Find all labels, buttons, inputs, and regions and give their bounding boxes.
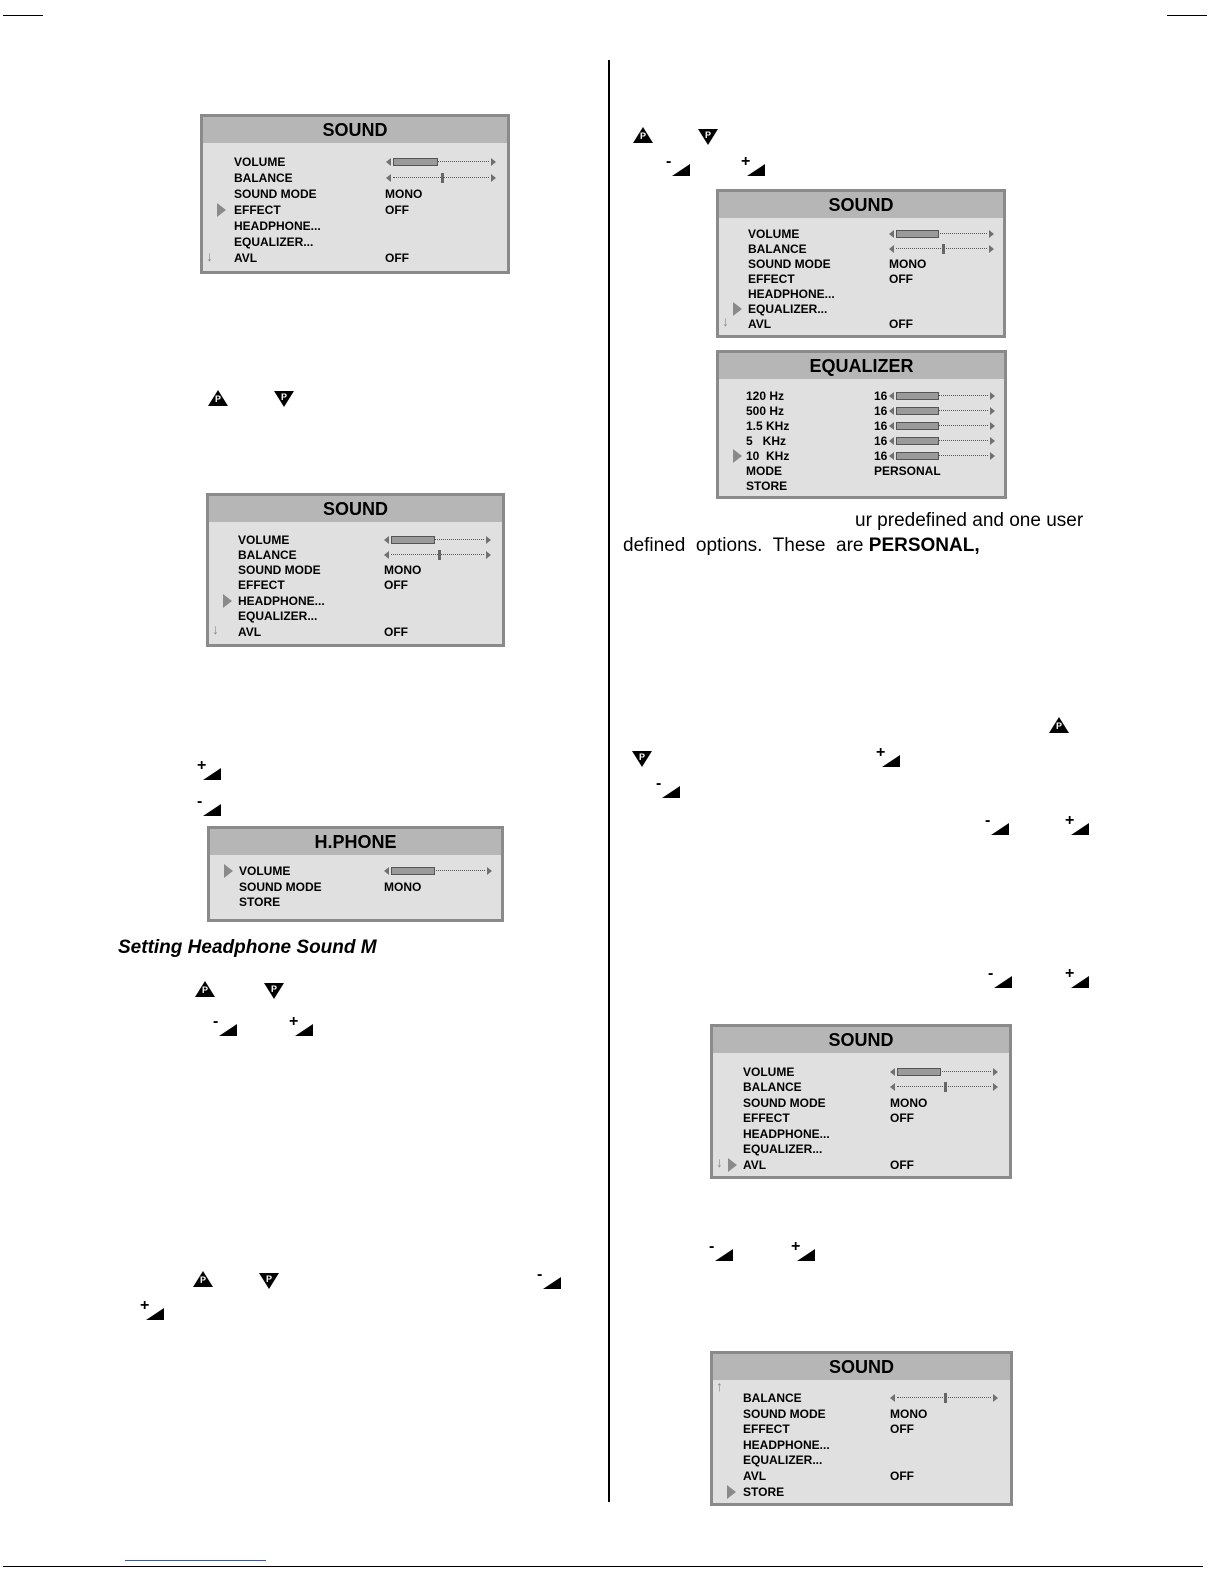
menu-item-equalizer[interactable]: EQUALIZER... xyxy=(748,302,828,316)
menu-item-effect[interactable]: EFFECT xyxy=(743,1111,790,1125)
menu-item-effect[interactable]: EFFECT xyxy=(748,272,795,286)
personal-label: PERSONAL, xyxy=(868,535,980,556)
volume-minus-icon: - xyxy=(709,1243,733,1261)
scroll-up-arrow: ↑ xyxy=(716,1378,723,1394)
top-left-rule xyxy=(3,15,43,16)
avl-value: OFF xyxy=(384,625,408,639)
eq-mode-value: PERSONAL xyxy=(874,464,941,478)
eq-band-value: 16 xyxy=(874,404,888,418)
menu-item-sound-mode[interactable]: SOUND MODE xyxy=(234,187,317,201)
volume-minus-icon: - xyxy=(537,1271,561,1289)
program-down-icon: P xyxy=(274,391,294,407)
menu-item-store[interactable]: STORE xyxy=(743,1485,785,1499)
program-up-icon: P xyxy=(193,1271,213,1287)
eq-slider[interactable] xyxy=(889,406,995,416)
avl-value: OFF xyxy=(890,1158,914,1172)
eq-mode[interactable]: MODE xyxy=(746,464,782,478)
balance-slider[interactable] xyxy=(890,1082,998,1092)
menu-title: SOUND xyxy=(209,496,502,522)
avl-value: OFF xyxy=(385,251,409,265)
menu-item-avl[interactable]: AVL xyxy=(234,251,258,265)
eq-band-5khz[interactable]: 5 KHz xyxy=(746,434,787,448)
scroll-down-arrow: ↓ xyxy=(206,248,213,264)
menu-item-equalizer[interactable]: EQUALIZER... xyxy=(234,235,314,249)
volume-plus-icon: + xyxy=(289,1018,313,1036)
sound-mode-value: MONO xyxy=(890,1407,928,1421)
sound-mode-value: MONO xyxy=(385,187,423,201)
volume-slider[interactable] xyxy=(384,535,491,545)
equalizer-text-line2: defined options. These are PERSONAL, xyxy=(623,535,980,556)
eq-slider[interactable] xyxy=(889,421,995,431)
menu-item-headphone[interactable]: HEADPHONE... xyxy=(743,1438,830,1452)
sound-mode-value: MONO xyxy=(384,880,422,894)
menu-item-sound-mode[interactable]: SOUND MODE xyxy=(748,257,831,271)
equalizer-text-line1: ur predefined and one user xyxy=(855,510,1084,531)
scroll-down-arrow: ↓ xyxy=(722,313,729,329)
menu-item-balance[interactable]: BALANCE xyxy=(743,1080,802,1094)
menu-item-effect[interactable]: EFFECT xyxy=(743,1422,790,1436)
menu-item-balance[interactable]: BALANCE xyxy=(748,242,807,256)
sound-mode-value: MONO xyxy=(889,257,927,271)
menu-item-store[interactable]: STORE xyxy=(239,895,281,909)
top-right-rule xyxy=(1167,15,1207,16)
program-up-icon: P xyxy=(633,127,653,143)
footer-link-underline xyxy=(125,1560,266,1561)
balance-slider[interactable] xyxy=(384,550,491,560)
menu-item-avl[interactable]: AVL xyxy=(748,317,772,331)
equalizer-menu xyxy=(716,350,1007,499)
menu-title: SOUND xyxy=(203,117,507,143)
menu-title: EQUALIZER xyxy=(719,353,1004,379)
volume-plus-icon: + xyxy=(197,762,221,780)
menu-item-balance[interactable]: BALANCE xyxy=(238,548,297,562)
effect-value: OFF xyxy=(384,578,408,592)
volume-plus-icon: + xyxy=(876,749,900,767)
menu-item-equalizer[interactable]: EQUALIZER... xyxy=(238,609,318,623)
volume-slider[interactable] xyxy=(889,229,994,239)
volume-plus-icon: + xyxy=(791,1243,815,1261)
volume-plus-icon: + xyxy=(140,1302,164,1320)
volume-minus-icon: - xyxy=(213,1018,237,1036)
program-up-icon: P xyxy=(1049,717,1069,733)
menu-item-headphone[interactable]: HEADPHONE... xyxy=(238,594,325,608)
volume-slider[interactable] xyxy=(890,1067,998,1077)
program-down-icon: P xyxy=(698,129,718,145)
volume-minus-icon: - xyxy=(988,970,1012,988)
menu-item-equalizer[interactable]: EQUALIZER... xyxy=(743,1142,823,1156)
sound-mode-value: MONO xyxy=(890,1096,928,1110)
eq-band-10khz[interactable]: 10 KHz xyxy=(746,449,790,463)
menu-item-equalizer[interactable]: EQUALIZER... xyxy=(743,1453,823,1467)
eq-band-value: 16 xyxy=(874,389,888,403)
eq-band-120hz[interactable]: 120 Hz xyxy=(746,389,785,403)
effect-value: OFF xyxy=(889,272,913,286)
balance-slider[interactable] xyxy=(889,244,994,254)
eq-band-value: 16 xyxy=(874,434,888,448)
menu-title: SOUND xyxy=(713,1354,1010,1380)
sound-menu-store xyxy=(710,1351,1013,1506)
menu-item-balance[interactable]: BALANCE xyxy=(743,1391,802,1405)
menu-item-balance[interactable]: BALANCE xyxy=(234,171,293,185)
menu-item-sound-mode[interactable]: SOUND MODE xyxy=(743,1096,826,1110)
program-up-icon: P xyxy=(195,981,215,997)
menu-item-headphone[interactable]: HEADPHONE... xyxy=(743,1127,830,1141)
effect-value: OFF xyxy=(385,203,409,217)
menu-item-sound-mode[interactable]: SOUND MODE xyxy=(743,1407,826,1421)
bottom-rule xyxy=(3,1566,1203,1567)
menu-item-volume[interactable]: VOLUME xyxy=(743,1065,795,1079)
menu-item-sound-mode[interactable]: SOUND MODE xyxy=(238,563,321,577)
volume-plus-icon: + xyxy=(741,158,765,176)
menu-item-headphone[interactable]: HEADPHONE... xyxy=(234,219,321,233)
hphone-menu xyxy=(207,826,504,922)
effect-value: OFF xyxy=(890,1111,914,1125)
eq-band-value: 16 xyxy=(874,449,888,463)
menu-title: H.PHONE xyxy=(210,829,501,855)
eq-slider[interactable] xyxy=(889,391,995,401)
menu-item-effect[interactable]: EFFECT xyxy=(234,203,281,217)
volume-minus-icon: - xyxy=(666,158,690,176)
column-divider xyxy=(608,60,610,1502)
section-heading-headphone-sound-mode: Setting Headphone Sound M xyxy=(118,937,377,958)
volume-plus-icon: + xyxy=(1065,817,1089,835)
sound-menu-headphone xyxy=(206,493,505,647)
volume-slider[interactable] xyxy=(386,157,496,167)
volume-slider[interactable] xyxy=(384,866,492,876)
sound-menu-equalizer xyxy=(716,189,1006,338)
menu-item-avl[interactable]: AVL xyxy=(743,1158,767,1172)
sound-mode-value: MONO xyxy=(384,563,422,577)
menu-item-volume[interactable]: VOLUME xyxy=(234,155,286,169)
menu-item-avl[interactable]: AVL xyxy=(743,1469,767,1483)
eq-slider[interactable] xyxy=(889,436,995,446)
volume-plus-icon: + xyxy=(1065,970,1089,988)
avl-value: OFF xyxy=(889,317,913,331)
eq-store[interactable]: STORE xyxy=(746,479,788,493)
program-down-icon: P xyxy=(259,1273,279,1289)
sound-menu-avl xyxy=(710,1024,1012,1179)
menu-item-avl[interactable]: AVL xyxy=(238,625,262,639)
menu-title: SOUND xyxy=(719,192,1003,218)
menu-item-headphone[interactable]: HEADPHONE... xyxy=(748,287,835,301)
effect-value: OFF xyxy=(890,1422,914,1436)
eq-band-500hz[interactable]: 500 Hz xyxy=(746,404,785,418)
menu-item-volume[interactable]: VOLUME xyxy=(238,533,290,547)
menu-item-effect[interactable]: EFFECT xyxy=(238,578,285,592)
menu-title: SOUND xyxy=(713,1027,1009,1053)
eq-band-1-5khz[interactable]: 1.5 KHz xyxy=(746,419,790,433)
scroll-down-arrow: ↓ xyxy=(716,1154,723,1170)
avl-value: OFF xyxy=(890,1469,914,1483)
volume-minus-icon: - xyxy=(656,780,680,798)
volume-minus-icon: - xyxy=(985,817,1009,835)
scroll-down-arrow: ↓ xyxy=(212,621,219,637)
eq-band-value: 16 xyxy=(874,419,888,433)
menu-item-volume[interactable]: VOLUME xyxy=(239,864,291,878)
program-up-icon: P xyxy=(208,390,228,406)
menu-item-sound-mode[interactable]: SOUND MODE xyxy=(239,880,322,894)
sound-menu-effect xyxy=(200,114,510,274)
volume-minus-icon: - xyxy=(197,798,221,816)
program-down-icon: P xyxy=(264,983,284,999)
menu-item-volume[interactable]: VOLUME xyxy=(748,227,800,241)
balance-slider[interactable] xyxy=(386,173,496,183)
balance-slider[interactable] xyxy=(890,1393,998,1403)
eq-slider[interactable] xyxy=(889,451,995,461)
program-down-icon: P xyxy=(632,751,652,767)
